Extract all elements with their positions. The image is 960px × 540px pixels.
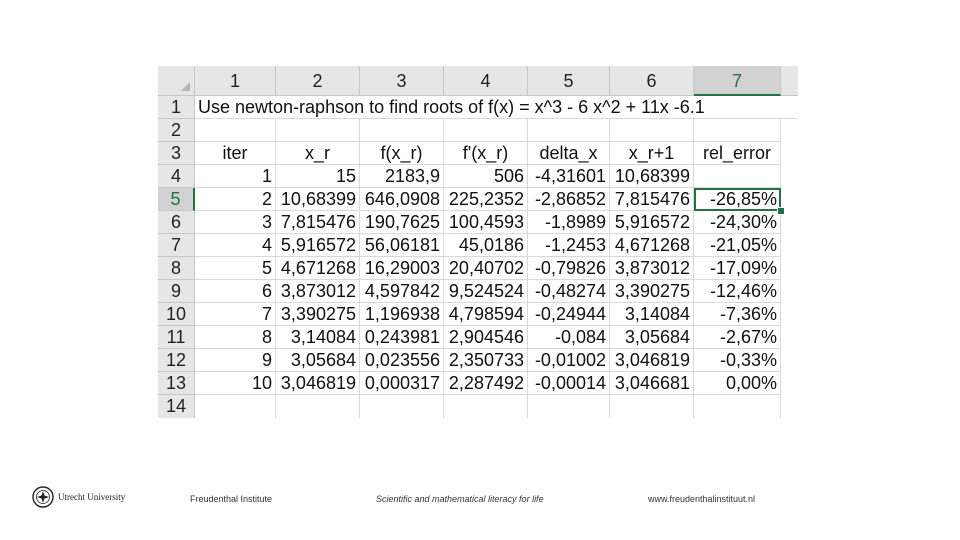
row-header-11[interactable]: 11: [158, 326, 195, 349]
row-header-12[interactable]: 12: [158, 349, 195, 372]
table-header-x-r[interactable]: x_r: [276, 142, 360, 165]
data-cell[interactable]: 5,916572: [276, 234, 360, 257]
empty-cell[interactable]: [276, 395, 360, 418]
data-cell[interactable]: 1,196938: [360, 303, 444, 326]
empty-cell[interactable]: [528, 119, 610, 142]
data-cell[interactable]: -24,30%: [694, 211, 781, 234]
column-header-3[interactable]: 3: [360, 66, 444, 96]
data-cell[interactable]: -2,67%: [694, 326, 781, 349]
data-cell[interactable]: 3,046819: [610, 349, 694, 372]
utrecht-university-logo: [32, 486, 125, 508]
data-cell[interactable]: 4: [195, 234, 276, 257]
column-header-2[interactable]: 2: [276, 66, 360, 96]
data-cell[interactable]: -12,46%: [694, 280, 781, 303]
table-header-f--x-r-[interactable]: f'(x_r): [444, 142, 528, 165]
data-cell[interactable]: 2: [195, 188, 276, 211]
table-header-f-x-r-[interactable]: f(x_r): [360, 142, 444, 165]
data-cell[interactable]: 3,046681: [610, 372, 694, 395]
data-cell[interactable]: -0,48274: [528, 280, 610, 303]
data-cell[interactable]: 0,243981: [360, 326, 444, 349]
data-cell[interactable]: 4,798594: [444, 303, 528, 326]
data-cell[interactable]: 0,000317: [360, 372, 444, 395]
data-cell[interactable]: 7,815476: [276, 211, 360, 234]
institute-name: Freudenthal Institute: [190, 494, 273, 504]
data-cell[interactable]: 3,390275: [610, 280, 694, 303]
row-header-13[interactable]: 13: [158, 372, 195, 395]
table-header-iter[interactable]: iter: [195, 142, 276, 165]
data-cell[interactable]: [694, 165, 781, 188]
row-header-5[interactable]: 5: [158, 188, 195, 211]
data-cell[interactable]: 9,524524: [444, 280, 528, 303]
fill-handle[interactable]: [777, 207, 785, 215]
data-cell[interactable]: 3,046819: [276, 372, 360, 395]
empty-cell[interactable]: [694, 395, 781, 418]
data-cell[interactable]: 7,815476: [610, 188, 694, 211]
data-cell[interactable]: -0,24944: [528, 303, 610, 326]
empty-cell[interactable]: [360, 395, 444, 418]
column-header-4[interactable]: 4: [444, 66, 528, 96]
tagline: Scientific and mathematical literacy for life: [376, 494, 544, 504]
data-cell[interactable]: 4,671268: [610, 234, 694, 257]
data-cell[interactable]: 0,00%: [694, 372, 781, 395]
data-cell[interactable]: 20,40702: [444, 257, 528, 280]
data-cell[interactable]: 1: [195, 165, 276, 188]
data-cell[interactable]: 4,671268: [276, 257, 360, 280]
data-cell[interactable]: 2,904546: [444, 326, 528, 349]
empty-cell[interactable]: [610, 395, 694, 418]
select-all-icon: [181, 82, 190, 91]
row-header-7[interactable]: 7: [158, 234, 195, 257]
university-seal-icon: [32, 486, 54, 508]
empty-cell[interactable]: [360, 119, 444, 142]
spreadsheet[interactable]: [158, 66, 798, 418]
data-cell[interactable]: 190,7625: [360, 211, 444, 234]
data-cell[interactable]: 7: [195, 303, 276, 326]
data-cell[interactable]: -4,31601: [528, 165, 610, 188]
table-header-x-r+1[interactable]: x_r+1: [610, 142, 694, 165]
data-cell[interactable]: 8: [195, 326, 276, 349]
empty-cell[interactable]: [694, 119, 781, 142]
data-cell[interactable]: 646,0908: [360, 188, 444, 211]
data-cell[interactable]: 3,14084: [276, 326, 360, 349]
table-header-rel-error[interactable]: rel_error: [694, 142, 781, 165]
data-cell[interactable]: 3: [195, 211, 276, 234]
data-cell[interactable]: 10,68399: [276, 188, 360, 211]
data-cell[interactable]: -0,084: [528, 326, 610, 349]
empty-cell[interactable]: [444, 395, 528, 418]
data-cell[interactable]: 5,916572: [610, 211, 694, 234]
row-header-9[interactable]: 9: [158, 280, 195, 303]
data-cell[interactable]: -1,8989: [528, 211, 610, 234]
data-cell[interactable]: 4,597842: [360, 280, 444, 303]
data-cell[interactable]: 6: [195, 280, 276, 303]
data-cell[interactable]: 16,29003: [360, 257, 444, 280]
empty-cell[interactable]: [444, 119, 528, 142]
data-cell[interactable]: 506: [444, 165, 528, 188]
data-cell[interactable]: 3,873012: [610, 257, 694, 280]
data-cell[interactable]: 9: [195, 349, 276, 372]
university-name: Utrecht University: [58, 492, 126, 502]
data-cell[interactable]: 3,14084: [610, 303, 694, 326]
data-cell[interactable]: 10: [195, 372, 276, 395]
row-header-8[interactable]: 8: [158, 257, 195, 280]
data-cell[interactable]: -21,05%: [694, 234, 781, 257]
data-cell[interactable]: -17,09%: [694, 257, 781, 280]
data-cell[interactable]: -1,2453: [528, 234, 610, 257]
title-cell[interactable]: Use newton-raphson to find roots of f(x) = x^3 - 6 x^2 + 11x -6.1: [195, 96, 798, 119]
data-cell[interactable]: 56,06181: [360, 234, 444, 257]
row-header-14[interactable]: 14: [158, 395, 195, 418]
row-header-4[interactable]: 4: [158, 165, 195, 188]
data-cell[interactable]: 2183,9: [360, 165, 444, 188]
data-cell[interactable]: -2,86852: [528, 188, 610, 211]
column-header-5[interactable]: 5: [528, 66, 610, 96]
data-cell[interactable]: 10,68399: [610, 165, 694, 188]
column-header-filler: [781, 66, 798, 96]
column-headers: [158, 66, 798, 96]
row-header-10[interactable]: 10: [158, 303, 195, 326]
data-cell[interactable]: 3,873012: [276, 280, 360, 303]
data-cell[interactable]: 45,0186: [444, 234, 528, 257]
cell-grid[interactable]: [195, 96, 798, 418]
empty-cell[interactable]: [195, 395, 276, 418]
empty-cell[interactable]: [610, 119, 694, 142]
select-all-corner[interactable]: [158, 66, 195, 96]
data-cell[interactable]: -0,33%: [694, 349, 781, 372]
data-cell[interactable]: 3,390275: [276, 303, 360, 326]
data-cell[interactable]: -7,36%: [694, 303, 781, 326]
empty-cell[interactable]: [528, 395, 610, 418]
table-header-delta-x[interactable]: delta_x: [528, 142, 610, 165]
data-cell[interactable]: 5: [195, 257, 276, 280]
row-header-2[interactable]: 2: [158, 119, 195, 142]
column-header-7[interactable]: 7: [694, 66, 781, 96]
data-cell[interactable]: 3,05684: [610, 326, 694, 349]
selected-cell[interactable]: -26,85%: [694, 188, 781, 211]
empty-cell[interactable]: [195, 119, 276, 142]
column-header-1[interactable]: 1: [195, 66, 276, 96]
data-cell[interactable]: -0,79826: [528, 257, 610, 280]
row-header-3[interactable]: 3: [158, 142, 195, 165]
data-cell[interactable]: 0,023556: [360, 349, 444, 372]
data-cell[interactable]: 225,2352: [444, 188, 528, 211]
data-cell[interactable]: 100,4593: [444, 211, 528, 234]
data-cell[interactable]: -0,00014: [528, 372, 610, 395]
data-cell[interactable]: 2,287492: [444, 372, 528, 395]
data-cell[interactable]: 3,05684: [276, 349, 360, 372]
data-cell[interactable]: 2,350733: [444, 349, 528, 372]
row-header-6[interactable]: 6: [158, 211, 195, 234]
row-header-1[interactable]: 1: [158, 96, 195, 119]
website-link[interactable]: www.freudenthalinstituut.nl: [648, 494, 756, 504]
data-cell[interactable]: 15: [276, 165, 360, 188]
data-cell[interactable]: -0,01002: [528, 349, 610, 372]
empty-cell[interactable]: [276, 119, 360, 142]
column-header-6[interactable]: 6: [610, 66, 694, 96]
